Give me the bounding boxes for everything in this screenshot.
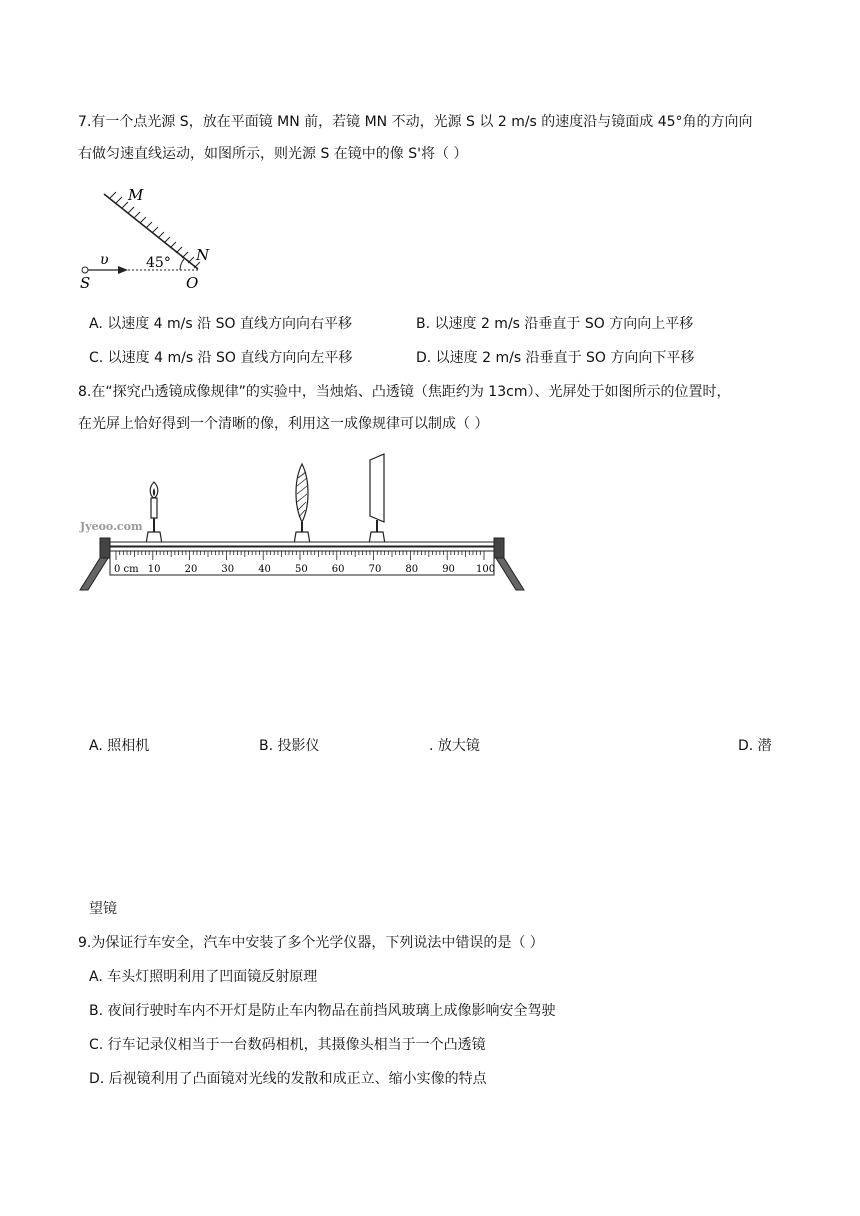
label-n: N <box>196 246 210 264</box>
watermark-text: Jyeoo.com <box>80 520 143 533</box>
label-s: S <box>80 274 91 292</box>
q7-stem-line2: 右做匀速直线运动，如图所示，则光源 S 在镜中的像 S'将（ ） <box>78 146 468 162</box>
q7-stem-line1: 7.有一个点光源 S，放在平面镜 MN 前，若镜 MN 不动，光源 S 以 2 m/s 的速度沿与镜面成 45°角的方向向 <box>78 114 753 130</box>
ruler-tick-label: 60 <box>331 564 345 575</box>
ruler-tick-label: 70 <box>368 564 382 575</box>
q8-stem-line1: 8.在“探究凸透镜成像规律”的实验中，当烛焰、凸透镜（焦距约为 13cm）、光屏处于如图所示的位置时， <box>78 384 731 400</box>
ruler-tick-label: 20 <box>184 564 198 575</box>
ruler-tick-label: 80 <box>405 564 419 575</box>
q8-stem-line2: 在光屏上恰好得到一个清晰的像，利用这一成像规律可以制成（ ） <box>78 416 489 432</box>
ruler-unit: 0 cm <box>114 564 139 575</box>
ruler-tick-label: 30 <box>221 564 235 575</box>
arrow-head-icon <box>118 266 128 274</box>
bench-leg-left <box>80 558 108 590</box>
light-screen <box>369 454 385 544</box>
q7-option-b[interactable]: B. 以速度 2 m/s 沿垂直于 SO 方向向上平移 <box>416 316 694 332</box>
q8-option-a[interactable]: A. 照相机 <box>89 738 150 754</box>
q8-optical-bench-figure <box>78 448 530 594</box>
q9-option-b[interactable]: B. 夜间行驶时车内不开灯是防止车内物品在前挡风玻璃上成像影响安全驾驶 <box>89 1003 556 1019</box>
q9-stem-line1: 9.为保证行车安全，汽车中安装了多个光学仪器，下列说法中错误的是（ ） <box>78 935 544 951</box>
ruler-tick-label: 40 <box>258 564 271 575</box>
bench-leg-right <box>496 558 524 590</box>
candle <box>146 482 162 544</box>
convex-lens <box>294 464 310 544</box>
q9-option-d[interactable]: D. 后视镜利用了凸面镜对光线的发散和成正立、缩小实像的特点 <box>89 1071 487 1087</box>
q7-mirror-figure <box>76 184 236 294</box>
q9-option-c[interactable]: C. 行车记录仪相当于一台数码相机，其摄像头相当于一个凸透镜 <box>89 1037 486 1053</box>
q7-option-d[interactable]: D. 以速度 2 m/s 沿垂直于 SO 方向向下平移 <box>416 350 695 366</box>
ruler-tick-label: 10 <box>147 564 161 575</box>
q7-option-c[interactable]: C. 以速度 4 m/s 沿 SO 直线方向向左平移 <box>89 350 353 366</box>
q7-option-a[interactable]: A. 以速度 4 m/s 沿 SO 直线方向向右平移 <box>89 316 352 332</box>
bench-end-left <box>100 538 110 558</box>
bench-end-right <box>494 538 504 558</box>
q8-option-c[interactable]: . 放大镜 <box>429 738 480 754</box>
label-o: O <box>186 274 199 292</box>
ruler-tick-label: 90 <box>442 564 455 575</box>
label-angle: 45° <box>146 255 171 271</box>
q8-option-b[interactable]: B. 投影仪 <box>259 738 320 754</box>
ruler-tick-label: 50 <box>295 564 308 575</box>
label-velocity: υ <box>100 252 109 268</box>
q8-option-d-continued: 望镜 <box>89 901 117 917</box>
q8-option-d[interactable]: D. 潜 <box>738 738 772 754</box>
light-source-point <box>82 267 88 273</box>
angle-arc <box>180 259 184 270</box>
ruler-tick-label: 100 <box>476 564 496 575</box>
q9-option-a[interactable]: A. 车头灯照明利用了凹面镜反射原理 <box>89 969 318 985</box>
label-m: M <box>128 186 144 204</box>
